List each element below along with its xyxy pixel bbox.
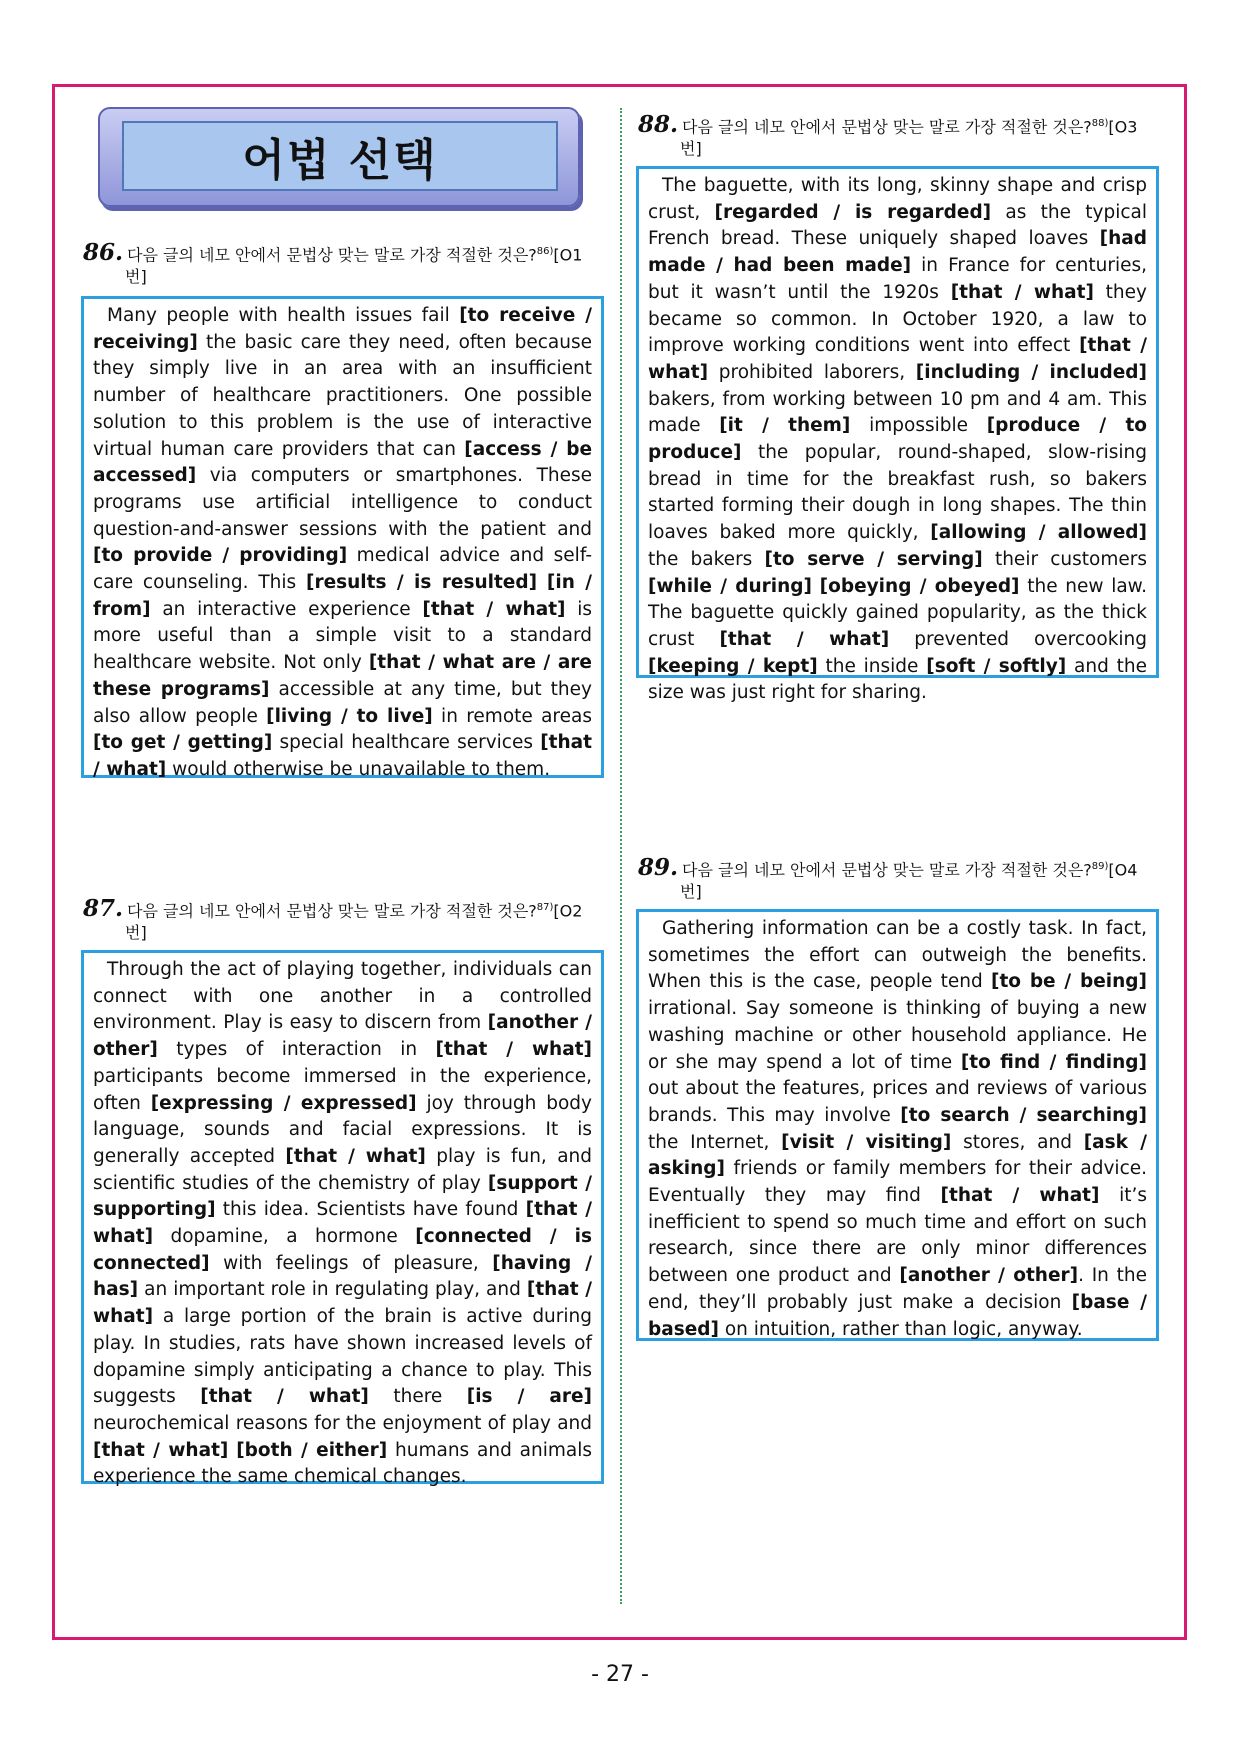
grammar-choice: [is / are]: [466, 1386, 592, 1408]
grammar-choice: [expressing / expressed]: [150, 1092, 417, 1114]
grammar-choice: [that / what]: [93, 732, 592, 780]
banner-title: 어법 선택: [122, 121, 558, 191]
grammar-choice: [to search / searching]: [900, 1104, 1147, 1126]
grammar-choice: [it / them]: [719, 415, 851, 437]
grammar-choice: [base / based]: [648, 1291, 1147, 1340]
grammar-choice: [that / what]: [422, 598, 566, 620]
grammar-choice: [that / what]: [200, 1386, 369, 1408]
grammar-choice: [that / what]: [950, 281, 1094, 303]
grammar-choice: [access / be accessed]: [93, 438, 593, 487]
question-87-heading: [83, 897, 603, 944]
grammar-choice: [both / either]: [236, 1439, 388, 1461]
question-prompt: 다음 글의 네모 안에서 문법상 맞는 말로 가장 적절한 것은?: [127, 901, 537, 921]
grammar-choice: [that / what]: [719, 628, 890, 650]
grammar-choice: [that / what]: [93, 1199, 592, 1248]
grammar-choice: [another / other]: [899, 1265, 1079, 1287]
grammar-choice: [living / to live]: [266, 705, 433, 727]
question-number: 86.: [83, 239, 124, 267]
grammar-choice: [to receive / receiving]: [93, 305, 593, 353]
grammar-choice: [that / what]: [93, 1439, 229, 1461]
grammar-choice: [that / what]: [93, 1279, 592, 1328]
question-87-passage: [81, 950, 604, 1488]
grammar-choice: [that / what are / are these programs]: [93, 652, 592, 700]
grammar-choice: [that / what]: [648, 335, 1147, 383]
question-86-passage: [81, 296, 604, 778]
question-number: 88.: [638, 111, 679, 139]
grammar-choice: [obeying / obeyed]: [819, 575, 1020, 597]
question-prompt: 다음 글의 네모 안에서 문법상 맞는 말로 가장 적절한 것은?: [682, 860, 1092, 880]
grammar-choice: [regarded / is regarded]: [714, 201, 992, 223]
grammar-choice: [connected / is connected]: [93, 1226, 592, 1274]
grammar-choice: [keeping / kept]: [648, 655, 818, 677]
question-number: 87.: [83, 895, 124, 923]
question-prompt: 다음 글의 네모 안에서 문법상 맞는 말로 가장 적절한 것은?: [682, 117, 1092, 137]
question-89-passage: [636, 909, 1159, 1341]
question-tail: [O3: [1108, 117, 1138, 137]
question-tail-cont: 번]: [125, 923, 147, 943]
footnote-ref: 87): [536, 902, 554, 913]
question-tail: [O1: [553, 245, 583, 265]
question-86-heading: [83, 241, 603, 288]
question-number: 89.: [638, 854, 679, 882]
grammar-choice: [visit / visiting]: [781, 1131, 952, 1153]
page-number: - 27 -: [591, 1662, 649, 1687]
passage-text: Gathering information can be a costly task. In fact, sometimes the effort can outweigh the benefits. When this is the case, people tend [to be / being] irrational. Say someone is thinking of buying a new washing machine or other household appliance. He or she may spend a lot of time [to find / finding] out about the features, prices and reviews of various brands. This may involve [to search / searching] the Internet, [visit / visiting] stores, and [ask / asking] friends or family members for their advice. Eventually they may find [that / what] it’s inefficient to spend so much time and effort on such research, since there are only minor differences between one product and [another / other]. In the end, they’ll probably just make a decision [base / based] on intuition, rather than logic, anyway.: [648, 918, 1148, 1340]
grammar-choice: [that / what]: [285, 1145, 426, 1167]
grammar-choice: [in / from]: [93, 572, 593, 620]
passage-text: Through the act of playing together, individuals can connect with one another in a controlled environment. Play is easy to discern from [another / other] types of interaction in [that / what] participants become immersed in the experience, often [expressing / expressed] joy through body language, sounds and facial expressions. It is generally accepted [that / what] play is fun, and scientific studies of the chemistry of play [support / supporting] this idea. Scientists have found [that / what] dopamine, a hormone [connected / is connected] with feelings of pleasure, [having / has] an important role in regulating play, and [that / what] a large portion of the brain is active during play. In studies, rats have shown increased levels of dopamine simply anticipating a chance to play. This suggests [that / what] there [is / are] neurochemical reasons for the enjoyment of play and [that / what] [both / either] humans and animals experience the same chemical changes.: [93, 959, 593, 1488]
footnote-ref: 86): [536, 246, 554, 257]
question-88-passage: [636, 166, 1159, 704]
grammar-choice: [that / what]: [940, 1185, 1100, 1207]
grammar-choice: [to find / finding]: [960, 1051, 1147, 1073]
grammar-choice: [allowing / allowed]: [930, 522, 1148, 544]
grammar-choice: [ask / asking]: [648, 1131, 1147, 1180]
footnote-ref: 88): [1091, 118, 1109, 129]
grammar-choice: [having / has]: [93, 1252, 592, 1301]
grammar-choice: [support / supporting]: [93, 1172, 592, 1221]
question-89-heading: [638, 856, 1158, 903]
footnote-ref: 89): [1091, 861, 1109, 872]
question-tail: [O2: [553, 901, 583, 921]
grammar-choice: [including / included]: [915, 361, 1147, 383]
grammar-choice: [produce / to produce]: [648, 415, 1148, 464]
grammar-choice: [to be / being]: [991, 971, 1147, 993]
grammar-choice: [had made / had been made]: [648, 228, 1147, 277]
grammar-choice: [that / what]: [435, 1039, 592, 1061]
grammar-choice: [another / other]: [93, 1012, 593, 1061]
question-88-heading: [638, 113, 1158, 160]
question-tail: [O4: [1108, 860, 1138, 880]
question-tail-cont: 번]: [680, 882, 702, 902]
grammar-choice: [soft / softly]: [926, 655, 1067, 677]
question-prompt: 다음 글의 네모 안에서 문법상 맞는 말로 가장 적절한 것은?: [127, 245, 537, 265]
grammar-choice: [to serve / serving]: [764, 548, 983, 570]
grammar-choice: [to provide / providing]: [93, 545, 348, 567]
grammar-choice: [results / is resulted]: [305, 572, 538, 594]
question-tail-cont: 번]: [680, 139, 702, 159]
passage-text: The baguette, with its long, skinny shape and crisp crust, [regarded / is regarded] as the typical French bread. These uniquely shaped loaves [had made / had been made] in France for centuries, but it wasn’t until the 1920s [that / what] they became so common. In October 1920, a law to improve working conditions went into effect [that / what] prohibited laborers, [including / included] bakers, from working between 10 pm and 4 am. This made [it / them] impossible [produce / to produce] the popular, round-shaped, slow-rising bread in time for the breakfast rush, so bakers started forming their dough in long shapes. The thin loaves baked more quickly, [allowing / allowed] the bakers [to serve / serving] their customers [while / during] [obeying / obeyed] the new law. The baguette quickly gained popularity, as the thick crust [that / what] prevented overcooking [keeping / kept] the inside [soft / softly] and the size was just right for sharing.: [648, 175, 1148, 704]
grammar-choice: [while / during]: [648, 575, 812, 597]
question-tail-cont: 번]: [125, 267, 147, 287]
grammar-choice: [to get / getting]: [93, 732, 273, 754]
column-divider: [620, 108, 622, 1604]
passage-text: Many people with health issues fail [to receive / receiving] the basic care they need, often because they simply live in an area with an insufficient number of healthcare practitioners. One possible solution to this problem is the use of interactive virtual human care providers that can [access / be accessed] via computers or smartphones. These programs use artificial intelligence to conduct question-and-answer sessions with the patient and [to provide / providing] medical advice and self-care counseling. This [results / is resulted] [in / from] an interactive experience [that / what] is more useful than a simple visit to a standard healthcare website. Not only [that / what are / are these programs] accessible at any time, but they also allow people [living / to live] in remote areas [to get / getting] special healthcare services [that / what] would otherwise be unavailable to them.: [93, 305, 593, 780]
